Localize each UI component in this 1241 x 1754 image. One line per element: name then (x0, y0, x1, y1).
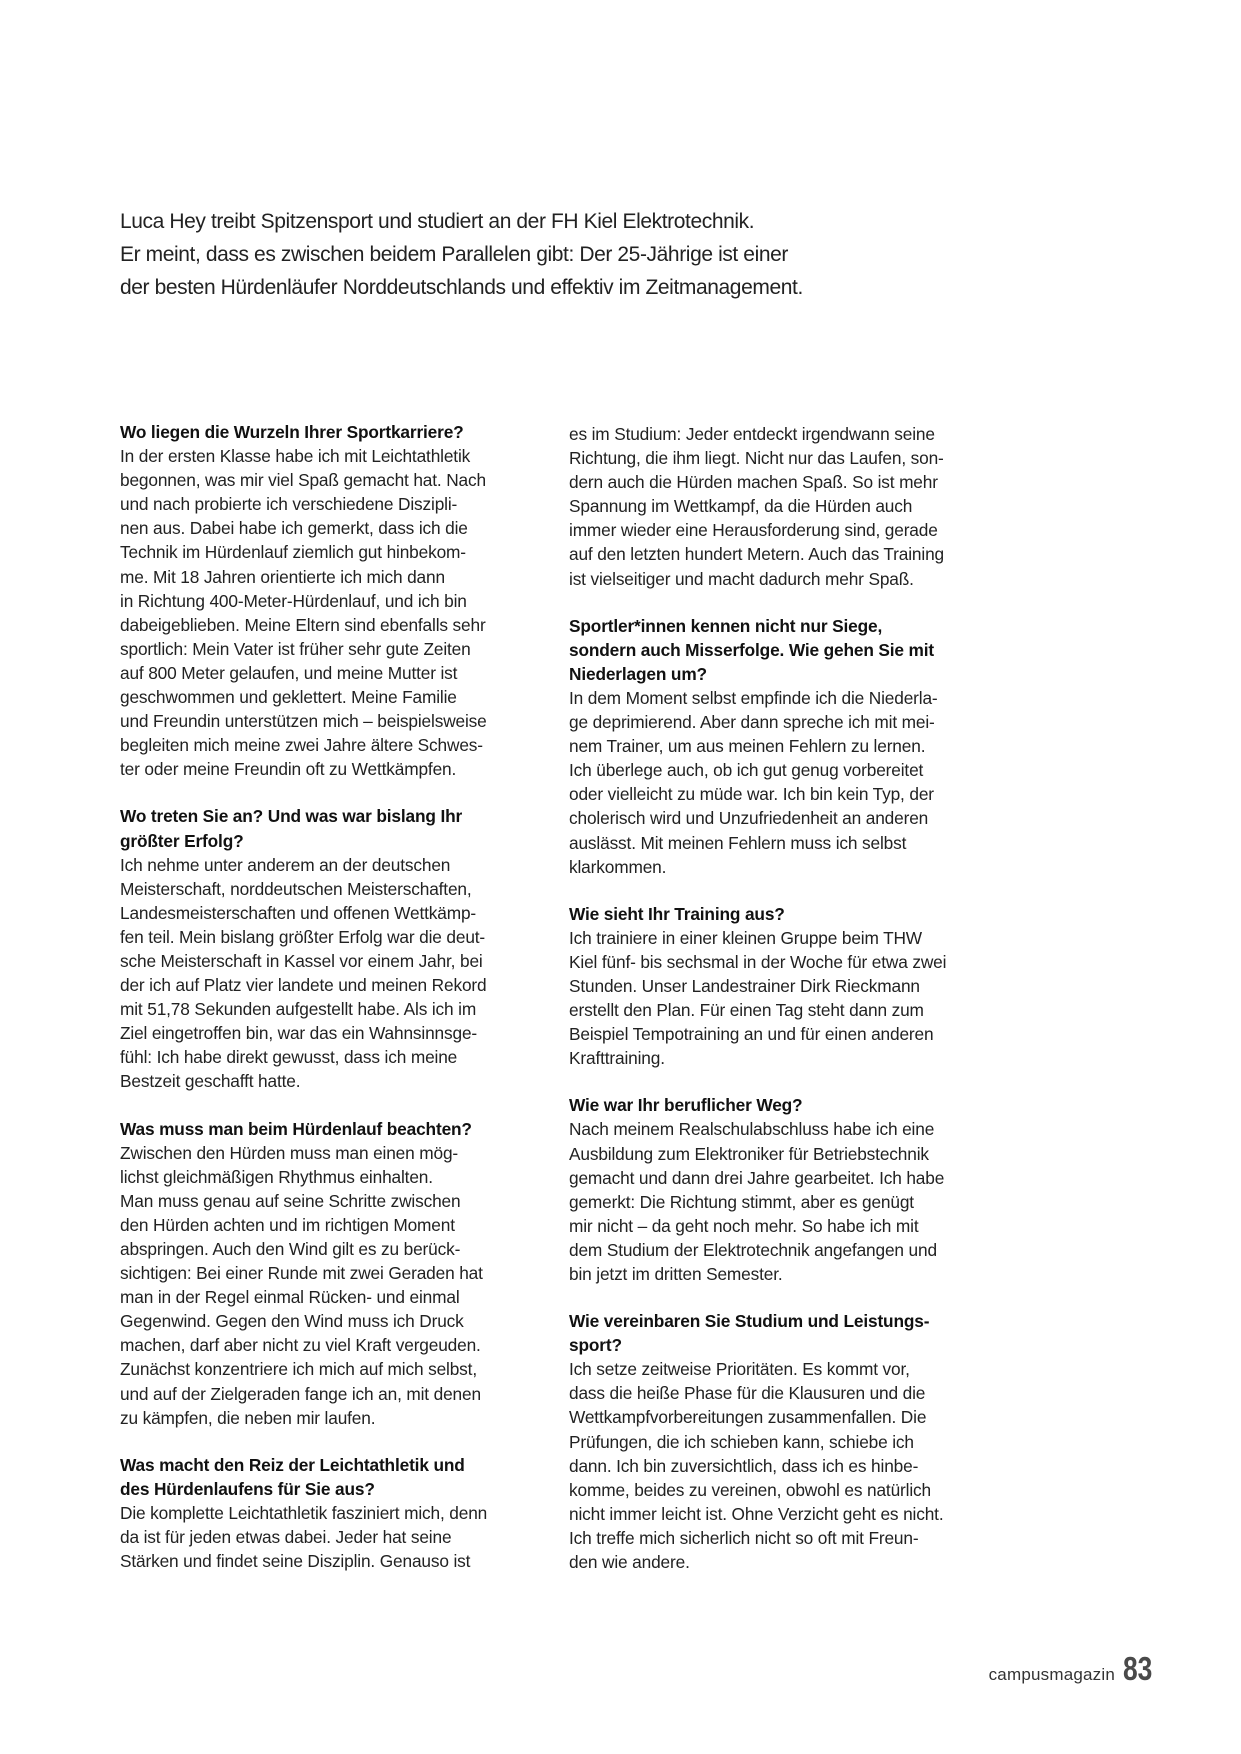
intro-line: der besten Hürdenläufer Norddeutschlands und effektiv im Zeitmanagement. (120, 276, 803, 299)
interview-answer-line: Beispiel Tempotraining an und für einen anderen (569, 1024, 934, 1045)
interview-answer-line: gemerkt: Die Richtung stimmt, aber es genügt (569, 1191, 914, 1212)
interview-answer-line: Ich trainiere in einer kleinen Gruppe beim THW (569, 927, 922, 948)
interview-answer-line: Spannung im Wettkampf, da die Hürden auch (569, 496, 913, 517)
interview-answer-line: begleiten mich meine zwei Jahre ältere Schwes- (120, 735, 483, 756)
interview-answer-line: fen teil. Mein bislang größter Erfolg war die deut- (120, 926, 486, 947)
interview-answer-line: und auf der Zielgeraden fange ich an, mit denen (120, 1383, 481, 1404)
interview-question: sondern auch Misserfolge. Wie gehen Sie mit (569, 639, 935, 660)
interview-answer-line: ge deprimierend. Aber dann spreche ich mit mei- (569, 712, 935, 733)
interview-question: Wie war Ihr beruflicher Weg? (569, 1095, 803, 1116)
interview-section (569, 1309, 989, 1574)
interview-answer-line: ist vielseitiger und macht dadurch mehr Spaß. (569, 568, 914, 589)
interview-question: Wo liegen die Wurzeln Ihrer Sportkarriere? (120, 422, 464, 442)
interview-answer-line: Meisterschaft, norddeutschen Meisterschaften, (120, 878, 472, 899)
interview-answer-line: Gegenwind. Gegen den Wind muss ich Druck (120, 1311, 464, 1332)
interview-answer-line: klarkommen. (569, 856, 667, 877)
interview-answer-line: Wettkampfvorbereitungen zusammenfallen. Die (569, 1407, 927, 1428)
interview-answer-line: Bestzeit geschafft hatte. (120, 1071, 301, 1092)
interview-answer-line: in Richtung 400-Meter-Hürdenlauf, und ich bin (120, 590, 467, 611)
interview-answer-line: auf den letzten hundert Metern. Auch das Training (569, 544, 945, 565)
interview-answer-line: Man muss genau auf seine Schritte zwischen (120, 1190, 461, 1211)
interview-question: Niederlagen um? (569, 663, 707, 684)
interview-answer-line: und nach probierte ich verschiedene Diszipli- (120, 494, 458, 515)
interview-answer-line: nen aus. Dabei habe ich gemerkt, dass ich die (120, 518, 468, 539)
interview-question: des Hürdenlaufens für Sie aus? (120, 1478, 375, 1499)
interview-answer-line: den wie andere. (569, 1552, 690, 1573)
interview-answer-line: komme, beides zu vereinen, obwohl es natürlich (569, 1479, 931, 1500)
interview-answer-line: es im Studium: Jeder entdeckt irgendwann seine (569, 424, 935, 444)
interview-answer-line: immer wieder eine Herausforderung sind, gerade (569, 520, 938, 541)
page-number: 83 (1123, 1650, 1153, 1687)
interview-answer-line: Landesmeisterschaften und offenen Wettkämp- (120, 902, 477, 923)
left-column (120, 420, 540, 1596)
interview-answer-line: Technik im Hürdenlauf ziemlich gut hinbekom- (120, 542, 466, 563)
interview-question: Was muss man beim Hürdenlauf beachten? (120, 1118, 472, 1139)
interview-answer-line: cholerisch wird und Unzufriedenheit an anderen (569, 808, 929, 829)
interview-answer-line: auslässt. Mit meinen Fehlern muss ich selbst (569, 832, 907, 853)
interview-answer-line: der ich auf Platz vier landete und meinen Rekord (120, 975, 487, 996)
interview-answer-line: Nach meinem Realschulabschluss habe ich eine (569, 1119, 935, 1140)
interview-answer-line: dann. Ich bin zuversichtlich, dass ich es hinbe- (569, 1455, 919, 1476)
interview-answer-line: nem Trainer, um aus meinen Fehlern zu lernen. (569, 736, 926, 757)
interview-answer-line: gemacht und dann drei Jahre gearbeitet. Ich habe (569, 1167, 945, 1188)
interview-answer-line: Kiel fünf- bis sechsmal in der Woche für etwa zwei (569, 951, 947, 972)
interview-section (569, 902, 989, 1071)
interview-section (120, 1117, 540, 1430)
interview-answer-line: den Hürden achten und im richtigen Moment (120, 1214, 455, 1235)
interview-answer-line: In der ersten Klasse habe ich mit Leichtathletik (120, 446, 471, 467)
interview-answer-line: bin jetzt im dritten Semester. (569, 1264, 783, 1284)
interview-answer-line: dern auch die Hürden machen Spaß. So ist mehr (569, 472, 938, 493)
interview-answer-line: nicht immer leicht ist. Ohne Verzicht geht es nicht. (569, 1503, 944, 1524)
intro-line: Er meint, dass es zwischen beidem Parallelen gibt: Der 25-Jährige ist einer (120, 243, 788, 266)
interview-question: Wie sieht Ihr Training aus? (569, 903, 785, 924)
interview-answer-line: Krafttraining. (569, 1048, 665, 1069)
interview-section (569, 422, 989, 591)
interview-answer-line: oder vielleicht zu müde war. Ich bin kein Typ, der (569, 784, 934, 805)
interview-answer-line: ter oder meine Freundin oft zu Wettkämpfen. (120, 759, 457, 780)
interview-answer-line: geschwommen und geklettert. Meine Familie (120, 687, 457, 708)
interview-question: Wo treten Sie an? Und was war bislang Ihr (120, 806, 463, 827)
interview-answer-line: sportlich: Mein Vater ist früher sehr gute Zeiten (120, 638, 471, 659)
interview-answer-line: begonnen, was mir viel Spaß gemacht hat. Nach (120, 470, 486, 491)
interview-answer-line: Ich treffe mich sicherlich nicht so oft mit Freun- (569, 1527, 919, 1548)
intro-line: Luca Hey treibt Spitzensport und studiert an der FH Kiel Elektrotechnik. (120, 210, 755, 233)
interview-question: Was macht den Reiz der Leichtathletik und (120, 1454, 465, 1475)
interview-answer-line: Zwischen den Hürden muss man einen mög- (120, 1142, 459, 1163)
page-footer (989, 1650, 1153, 1690)
interview-answer-line: erstellt den Plan. Für einen Tag steht dann zum (569, 1000, 924, 1021)
interview-section (120, 1453, 540, 1573)
interview-answer-line: man in der Regel einmal Rücken- und einmal (120, 1287, 460, 1308)
interview-answer-line: Ziel eingetroffen bin, war das ein Wahnsinnsge- (120, 1023, 478, 1044)
interview-answer-line: dem Studium der Elektrotechnik angefangen und (569, 1239, 937, 1260)
magazine-name: campusmagazin (988, 1665, 1115, 1684)
interview-answer-line: dass die heiße Phase für die Klausuren und die (569, 1383, 926, 1404)
interview-answer-line: sche Meisterschaft in Kassel vor einem Jahr, bei (120, 950, 483, 971)
interview-section (569, 614, 989, 879)
interview-answer-line: dabeigeblieben. Meine Eltern sind ebenfalls sehr (120, 614, 486, 635)
interview-answer-line: Ich setze zeitweise Prioritäten. Es kommt vor, (569, 1359, 910, 1380)
interview-answer-line: Prüfungen, die ich schieben kann, schiebe ich (569, 1431, 914, 1452)
interview-answer-line: lichst gleichmäßigen Rhythmus einhalten. (120, 1166, 433, 1187)
interview-answer-line: Richtung, die ihm liegt. Nicht nur das Laufen, son- (569, 448, 944, 469)
interview-answer-line: mit 51,78 Sekunden aufgestellt habe. Als ich im (120, 999, 477, 1020)
interview-answer-line: abspringen. Auch den Wind gilt es zu berück- (120, 1239, 461, 1259)
interview-section (569, 1093, 989, 1286)
interview-question: größter Erfolg? (120, 830, 244, 851)
interview-answer-line: fühl: Ich habe direkt gewusst, dass ich meine (120, 1047, 458, 1068)
interview-answer-line: sichtigen: Bei einer Runde mit zwei Geraden hat (120, 1263, 483, 1284)
interview-answer-line: da ist für jeden etwas dabei. Jeder hat seine (120, 1527, 452, 1548)
interview-section (120, 420, 540, 781)
interview-answer-line: Die komplette Leichtathletik fasziniert mich, denn (120, 1502, 488, 1523)
interview-section (120, 804, 540, 1093)
interview-answer-line: In dem Moment selbst empfinde ich die Niederla- (569, 687, 938, 708)
interview-answer-line: Ausbildung zum Elektroniker für Betriebstechnik (569, 1143, 929, 1164)
interview-question: Wie vereinbaren Sie Studium und Leistungs- (569, 1311, 930, 1332)
interview-question: Sportler*innen kennen nicht nur Siege, (569, 615, 883, 636)
interview-answer-line: und Freundin unterstützen mich – beispielsweise (120, 711, 487, 732)
interview-answer-line: Stunden. Unser Landestrainer Dirk Rieckmann (569, 975, 920, 996)
interview-answer-line: Zunächst konzentriere ich mich auf mich selbst, (120, 1359, 477, 1380)
interview-answer-line: auf 800 Meter gelaufen, und meine Mutter ist (120, 662, 458, 683)
interview-answer-line: me. Mit 18 Jahren orientierte ich mich dann (120, 566, 445, 587)
intro-text (120, 205, 840, 304)
interview-answer-line: Stärken und findet seine Disziplin. Genauso ist (120, 1551, 471, 1572)
interview-answer-line: machen, darf aber nicht zu viel Kraft vergeuden. (120, 1335, 481, 1356)
interview-question: sport? (569, 1335, 622, 1356)
interview-answer-line: zu kämpfen, die neben mir laufen. (120, 1407, 376, 1428)
interview-answer-line: Ich nehme unter anderem an der deutschen (120, 854, 451, 875)
interview-answer-line: mir nicht – da geht noch mehr. So habe ich mit (569, 1215, 919, 1236)
interview-answer-line: Ich überlege auch, ob ich gut genug vorbereitet (569, 760, 924, 781)
right-column (569, 422, 989, 1597)
